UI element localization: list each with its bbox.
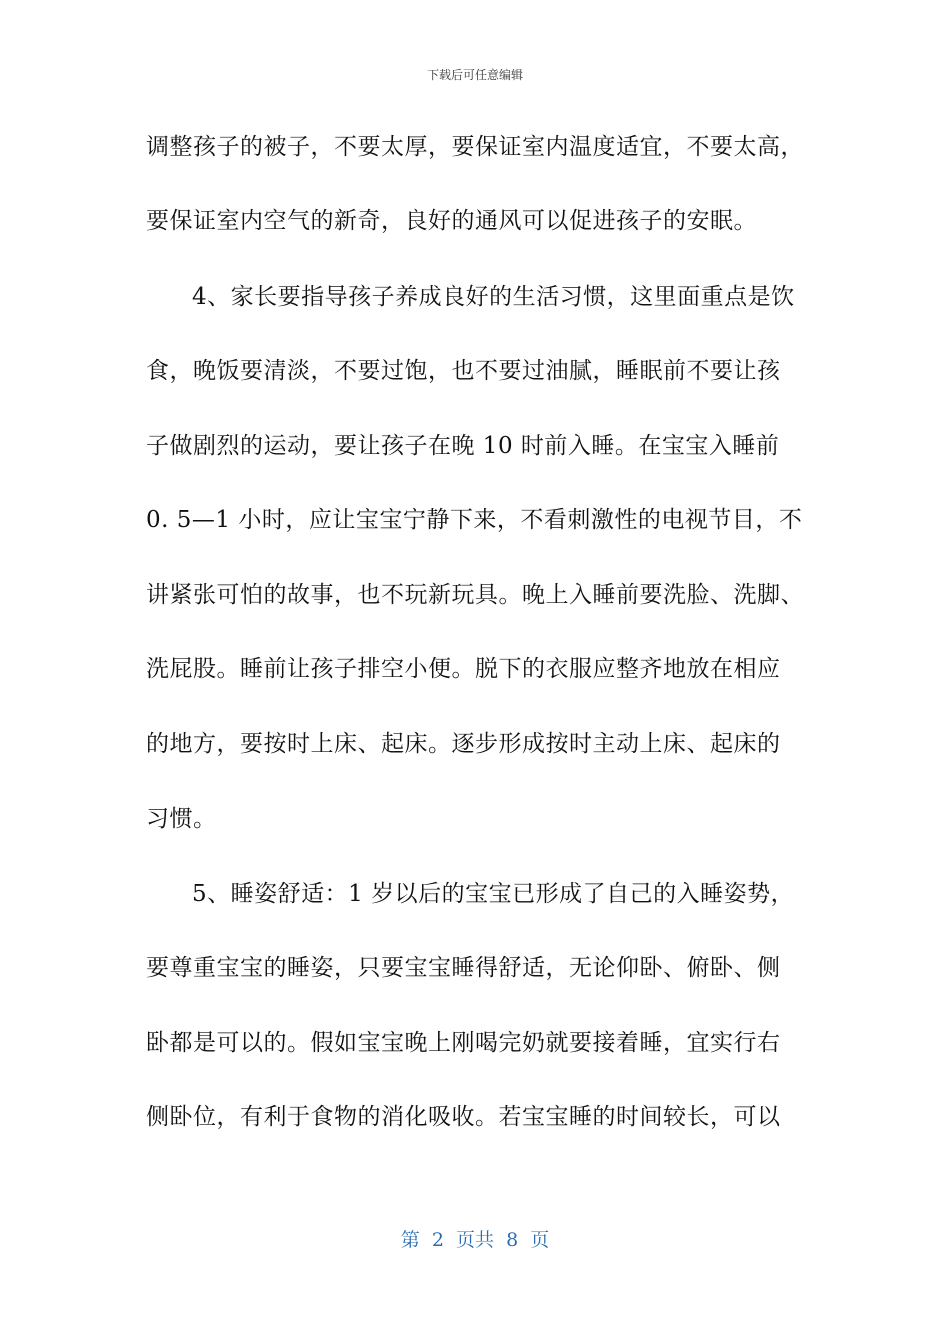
text-line: 调整孩子的被子，不要太厚，要保证室内温度适宜，不要太高， — [146, 134, 804, 160]
page-number-footer: 第 2 页共 8 页 — [400, 1229, 550, 1251]
paragraph-4-start: 4、家长要指导孩子养成良好的生活习惯，这里面重点是饮 — [192, 284, 795, 310]
text-line: 卧都是可以的。假如宝宝晚上刚喝完奶就要接着睡，宜实行右 — [146, 1030, 781, 1056]
page-header: 下载后可任意编辑 — [426, 68, 523, 82]
text-line: 要保证室内空气的新奇，良好的通风可以促进孩子的安眠。 — [146, 208, 757, 234]
text-line: 子做剧烈的运动，要让孩子在晚 10 时前入睡。在宝宝入睡前 — [146, 433, 780, 459]
text-line: 习惯。 — [146, 806, 217, 832]
text-line: 0. 5—1 小时，应让宝宝宁静下来，不看刺激性的电视节目，不 — [146, 507, 803, 533]
text-line: 食，晚饭要清淡，不要过饱，也不要过油腻，睡眠前不要让孩 — [146, 358, 781, 384]
text-line: 的地方，要按时上床、起床。逐步形成按时主动上床、起床的 — [146, 731, 781, 757]
text-line: 洗屁股。睡前让孩子排空小便。脱下的衣服应整齐地放在相应 — [146, 656, 781, 682]
text-line: 讲紧张可怕的故事，也不玩新玩具。晚上入睡前要洗脸、洗脚、 — [146, 582, 804, 608]
text-line: 侧卧位，有利于食物的消化吸收。若宝宝睡的时间较长，可以 — [146, 1104, 781, 1130]
text-line: 要尊重宝宝的睡姿，只要宝宝睡得舒适，无论仰卧、俯卧、侧 — [146, 955, 781, 981]
paragraph-5-start: 5、睡姿舒适：1 岁以后的宝宝已形成了自己的入睡姿势， — [192, 881, 795, 907]
